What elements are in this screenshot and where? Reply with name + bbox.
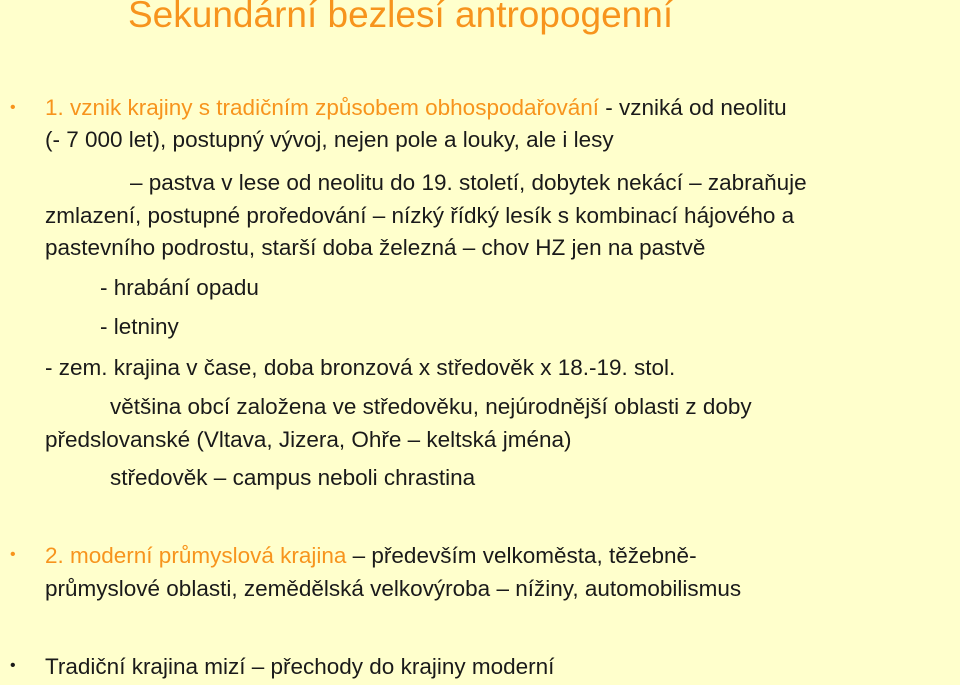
section2-line1: [45, 545, 697, 568]
section3-line1: Tradiční krajina mizí – přechody do krajiny moderní: [45, 654, 555, 679]
section1-line7: - letniny: [100, 314, 179, 339]
section1-line2: (- 7 000 let), postupný vývoj, nejen pole a louky, ale i lesy: [45, 127, 614, 152]
section1-line11: středověk – campus neboli chrastina: [110, 465, 476, 490]
section1-line3: – pastva v lese od neolitu do 19. století, dobytek nekácí – zabraňuje: [130, 170, 807, 195]
bullet-3: •: [10, 657, 16, 674]
section1-line10: předslovanské (Vltava, Jizera, Ohře – keltská jména): [45, 427, 572, 452]
section1-line4: zmlazení, postupné proředování – nízký řídký lesík s kombinací hájového a: [45, 203, 795, 228]
section2-line2: průmyslové oblasti, zemědělská velkovýroba – nížiny, automobilismus: [45, 576, 742, 601]
section1-lead: 1. vznik krajiny s tradičním způsobem obhospodařování: [45, 95, 600, 120]
section1-line8: - zem. krajina v čase, doba bronzová x středověk x 18.-19. stol.: [45, 355, 676, 380]
section1-lead-rest: - vzniká od neolitu: [599, 95, 787, 120]
section2-lead: 2. moderní průmyslová krajina: [45, 543, 347, 568]
section1-line9: většina obcí založena ve středověku, nejúrodnější oblasti z doby: [110, 394, 752, 419]
bullet-1: •: [10, 99, 16, 116]
section1-line1: [45, 97, 787, 120]
bullet-2: •: [10, 546, 16, 563]
section2-lead-rest: – především velkoměsta, těžebně-: [346, 543, 697, 568]
section1-line5: pastevního podrostu, starší doba železná – chov HZ jen na pastvě: [45, 235, 706, 260]
slide-title: Sekundární bezlesí antropogenní: [128, 0, 674, 35]
section1-line6: - hrabání opadu: [100, 275, 259, 300]
